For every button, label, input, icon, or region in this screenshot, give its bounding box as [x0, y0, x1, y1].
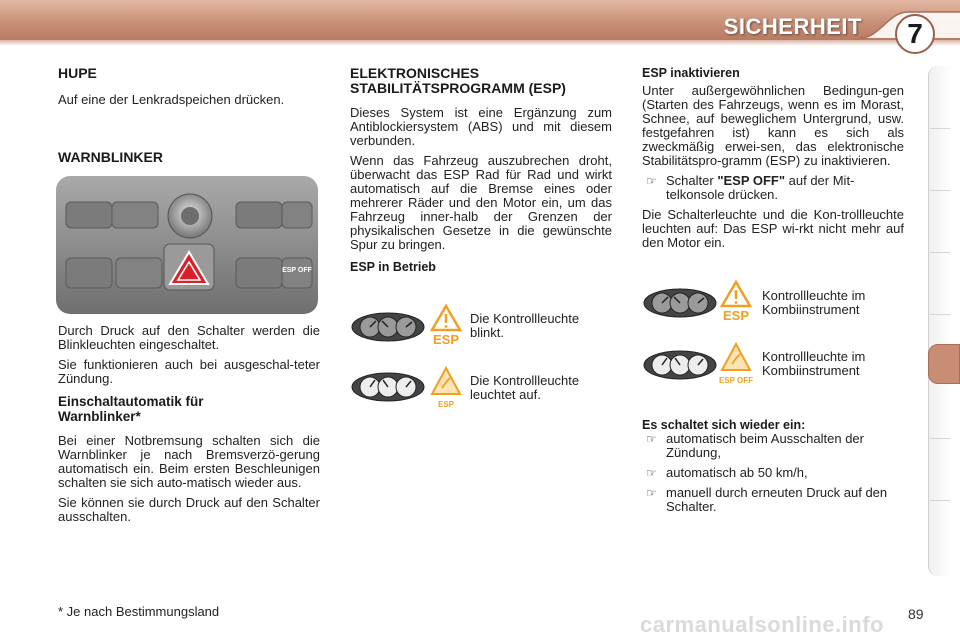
esp-deactivate-paragraph-1: Unter außergewöhnlichen Bedingun-gen (Starten des Fahrzeugs, wenn es im Morast, Schnee, auf beweglichem Untergrund, usw. festgefahren ist) kann es sich als zweckmäßig erwei-sen, das elektronische Stabilitätspro-gramm (ESP) zu inaktivieren.: [642, 83, 904, 168]
reactivation-item-text: manuell durch erneuten Druck auf den Schalter.: [666, 485, 888, 514]
esp-section: [350, 66, 612, 274]
tab-divider: [930, 500, 950, 501]
tab-divider: [930, 252, 950, 253]
cluster-caption-2: Kontrollleuchte im Kombiinstrument: [762, 349, 866, 378]
reactivation-item: [642, 432, 904, 460]
warnblinker-heading: WARNBLINKER: [58, 149, 163, 165]
esp-off-warning-icon: [712, 342, 760, 386]
esp-off-label: ESP OFF: [718, 376, 754, 385]
reactivation-item: [642, 466, 904, 480]
header-divider: [0, 40, 960, 46]
hupe-section: [58, 66, 320, 113]
esp-active-heading: ESP in Betrieb: [350, 260, 436, 274]
reactivation-section: [642, 418, 904, 520]
esp-off-instruction: [642, 174, 904, 202]
hazard-switch-photo: [56, 176, 318, 314]
tab-divider: [930, 190, 950, 191]
esp-deactivate-paragraph-2: Die Schalterleuchte und die Kon-trollleuchte leuchten auf: Das ESP wi-rkt nicht mehr auf den Motor ein.: [642, 207, 904, 250]
esp-skid-icon: [426, 366, 466, 410]
esp-paragraph-1: Dieses System ist eine Ergänzung zum Antiblockiersystem (ABS) und mit diesem verbunden.: [350, 105, 612, 148]
esp-off-instruction-post: auf der Mit-telkonsole drücken.: [666, 173, 855, 202]
pointing-hand-icon: ☞: [646, 174, 657, 188]
pointing-hand-icon: ☞: [646, 486, 657, 500]
warnblinker-paragraph-1: Durch Druck auf den Schalter werden die Blinkleuchten eingeschaltet.: [58, 323, 320, 352]
reactivation-item-text: automatisch ab 50 km/h,: [666, 465, 808, 480]
tab-divider: [930, 128, 950, 129]
hupe-text: Auf eine der Lenkradspeichen drücken.: [58, 92, 285, 107]
auto-paragraph-1: Bei einer Notbremsung schalten sich die Warnblinker je nach Bremsverzö-gerung automatisch ein. Beim ersten Beschleunigen schalten sie sich auto-matisch wieder aus.: [58, 433, 320, 490]
hupe-heading: HUPE: [58, 65, 97, 81]
esp-deactivate-section: [642, 66, 904, 256]
warnblinker-text: [58, 324, 320, 530]
cluster-caption-1: Kontrollleuchte im Kombiinstrument: [762, 288, 866, 317]
esp-caption-lit: Die Kontrollleuchte leuchtet auf.: [470, 373, 580, 402]
page-title: SICHERHEIT: [723, 14, 862, 39]
chapter-number: 7: [895, 14, 935, 54]
esp-label: ESP: [437, 400, 455, 409]
esp-off-switch-label: ESP OFF: [282, 267, 312, 274]
reactivation-heading: Es schaltet sich wieder ein:: [642, 418, 806, 432]
esp-off-instruction-pre: Schalter: [666, 173, 718, 188]
esp-caption-blinks: Die Kontrollleuchte blinkt.: [470, 311, 580, 340]
esp-label: ESP: [432, 332, 460, 346]
esp-warning-icon: [716, 280, 756, 322]
tab-divider: [930, 438, 950, 439]
esp-warning-icon: [426, 304, 466, 346]
reactivation-item-text: automatisch beim Ausschalten der Zündung,: [666, 431, 864, 460]
footnote: * Je nach Bestimmungsland: [58, 604, 220, 619]
esp-paragraph-2: Wenn das Fahrzeug auszubrechen droht, überwacht das ESP Rad für Rad und wirkt automatisch auf die Bremse eines oder mehrerer Räder und den Motor ein, um das Fahrzeug inner-halb der Grenzen der physikalischen Gesetze in die gewünschte Spur zu bringen.: [350, 153, 612, 252]
pointing-hand-icon: ☞: [646, 466, 657, 480]
chapter-tab-active[interactable]: [928, 344, 960, 384]
page-number: 89: [908, 606, 924, 622]
tab-divider: [930, 314, 950, 315]
auto-paragraph-2: Sie können sie durch Druck auf den Schalter ausschalten.: [58, 495, 320, 524]
chapter-tab-strip: [928, 66, 952, 576]
warnblinker-paragraph-2: Sie funktionieren auch bei ausgeschal-teter Zündung.: [58, 357, 320, 386]
auto-warnblinker-heading: Einschaltautomatik für Warnblinker*: [58, 394, 204, 424]
esp-heading: ELEKTRONISCHES STABILITÄTSPROGRAMM (ESP): [350, 65, 566, 96]
warnblinker-heading-block: [58, 150, 320, 165]
esp-deactivate-heading: ESP inaktivieren: [642, 66, 740, 80]
esp-off-switch-name: "ESP OFF": [717, 173, 786, 188]
reactivation-item: [642, 486, 904, 514]
esp-label: ESP: [722, 308, 750, 322]
watermark: carmanualsonline.info: [640, 612, 884, 637]
pointing-hand-icon: ☞: [646, 432, 657, 446]
